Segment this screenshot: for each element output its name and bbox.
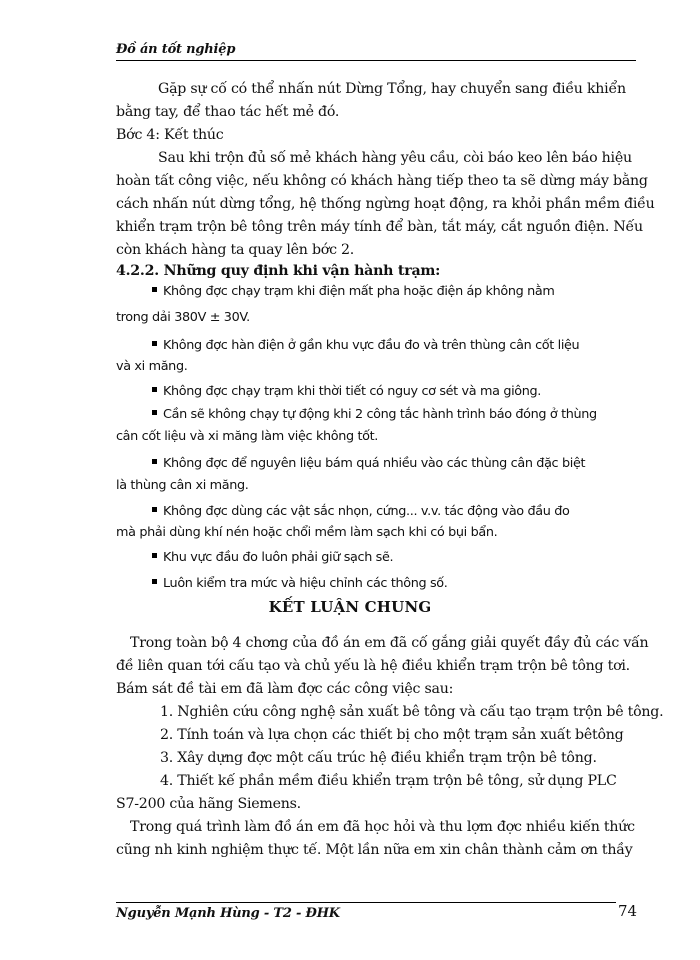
list-item: 4. Thiết kế phần mềm điều khiển trạm trộn bê tông, sử dụng PLC bbox=[160, 773, 617, 789]
footer-rule bbox=[116, 902, 616, 903]
rule-continuation: cân cốt liệu và xi măng làm việc không tốt. bbox=[116, 429, 379, 444]
paragraph-line: bằng tay, để thao tác hết mẻ đó. bbox=[116, 104, 340, 120]
list-item: 2. Tính toán và lựa chọn các thiết bị cho một trạm sản xuất bêtông bbox=[160, 727, 624, 743]
rule-item bbox=[152, 337, 579, 355]
rule-text: Không đợc để nguyên liệu bám quá nhiều vào các thùng cân đặc biệt bbox=[163, 456, 586, 471]
step-heading: Bớc 4: Kết thúc bbox=[116, 127, 224, 143]
rule-item bbox=[152, 283, 554, 301]
list-item-continuation: S7-200 của hãng Siemens. bbox=[116, 796, 301, 812]
paragraph-line: Bám sát đề tài em đã làm đợc các công việc sau: bbox=[116, 681, 454, 697]
rule-item bbox=[152, 503, 570, 521]
rule-text: Khu vực đầu đo luôn phải giữ sạch sẽ. bbox=[163, 550, 394, 565]
bullet-icon bbox=[152, 459, 157, 464]
page-header bbox=[116, 40, 636, 61]
bullet-icon bbox=[152, 579, 157, 584]
rule-text: Không đợc chạy trạm khi điện mất pha hoặc điện áp không nằm bbox=[163, 284, 555, 299]
paragraph-line: còn khách hàng ta quay lên bớc 2. bbox=[116, 242, 355, 258]
rule-continuation: mà phải dùng khí nén hoặc chổi mềm làm sạch khi có bụi bẩn. bbox=[116, 525, 498, 540]
list-item: 3. Xây dựng đợc một cấu trúc hệ điều khiển trạm trộn bê tông. bbox=[160, 750, 597, 766]
rule-continuation: trong dải 380V ± 30V. bbox=[116, 310, 250, 325]
rule-item bbox=[152, 406, 597, 424]
rule-text: Không đợc chạy trạm khi thời tiết có nguy cơ sét và ma giông. bbox=[163, 384, 542, 399]
rule-text: Không đợc dùng các vật sắc nhọn, cứng... v.v. tác động vào đầu đo bbox=[163, 504, 570, 519]
list-item: 1. Nghiên cứu công nghệ sản xuất bê tông và cấu tạo trạm trộn bê tông. bbox=[160, 704, 664, 720]
page-number: 74 bbox=[618, 902, 638, 920]
header-title: Đồ án tốt nghiệp bbox=[116, 42, 236, 57]
paragraph-line: hoàn tất công việc, nếu không có khách hàng tiếp theo ta sẽ dừng máy bằng bbox=[116, 173, 648, 189]
rule-text: Không đợc hàn điện ở gần khu vực đầu đo và trên thùng cân cốt liệu bbox=[163, 338, 580, 353]
rule-item bbox=[152, 383, 541, 401]
rule-text: Cần sẽ không chạy tự động khi 2 công tắc hành trình báo đóng ở thùng bbox=[163, 407, 597, 422]
bullet-icon bbox=[152, 287, 157, 292]
paragraph-line: cách nhấn nút dừng tổng, hệ thống ngừng hoạt động, ra khỏi phần mềm điều bbox=[116, 196, 655, 212]
paragraph-line: Trong quá trình làm đồ án em đã học hỏi và thu lợm đợc nhiều kiến thức bbox=[130, 819, 635, 835]
conclusion-title: KẾT LUẬN CHUNG bbox=[268, 598, 432, 616]
paragraph-line: Sau khi trộn đủ số mẻ khách hàng yêu cầu, còi báo keo lên báo hiệu bbox=[158, 150, 632, 166]
paragraph-line: Trong toàn bộ 4 chơng của đồ án em đã cố gắng giải quyết đầy đủ các vấn bbox=[130, 635, 649, 651]
rule-continuation: và xi măng. bbox=[116, 359, 188, 374]
rule-item bbox=[152, 549, 393, 567]
bullet-icon bbox=[152, 553, 157, 558]
rule-continuation: là thùng cân xi măng. bbox=[116, 478, 249, 493]
paragraph-line: Gặp sự cố có thể nhấn nút Dừng Tổng, hay chuyển sang điều khiển bbox=[158, 81, 626, 97]
bullet-icon bbox=[152, 387, 157, 392]
paragraph-line: đề liên quan tới cấu tạo và chủ yếu là hệ điều khiển trạm trộn bê tông tơi. bbox=[116, 658, 630, 674]
rule-text: Luôn kiểm tra mức và hiệu chỉnh các thông số. bbox=[163, 576, 448, 591]
bullet-icon bbox=[152, 341, 157, 346]
paragraph-line: cũng nh kinh nghiệm thực tế. Một lần nữa em xin chân thành cảm ơn thầy bbox=[116, 842, 633, 858]
rule-item bbox=[152, 455, 585, 473]
paragraph-line: khiển trạm trộn bê tông trên máy tính để bàn, tắt máy, cắt nguồn điện. Nếu bbox=[116, 219, 643, 235]
section-heading: 4.2.2. Những quy định khi vận hành trạm: bbox=[116, 263, 441, 279]
bullet-icon bbox=[152, 410, 157, 415]
bullet-icon bbox=[152, 507, 157, 512]
rule-item bbox=[152, 575, 448, 593]
footer-author: Nguyễn Mạnh Hùng - T2 - ĐHK bbox=[116, 906, 340, 921]
